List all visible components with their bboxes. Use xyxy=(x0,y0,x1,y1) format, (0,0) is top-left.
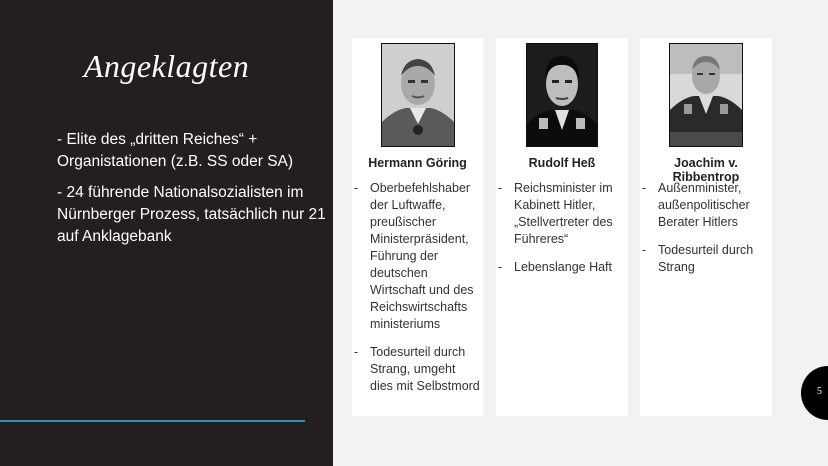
card-hess xyxy=(496,38,628,416)
bullet-list xyxy=(57,129,327,257)
page-number: 5 xyxy=(817,386,822,397)
card-points xyxy=(640,180,768,287)
card-name: Joachim v. Ribbentrop xyxy=(672,156,740,184)
card-point: - Todesurteil durch Strang, umgeht dies mit Selbstmord xyxy=(352,344,480,395)
portrait-goering xyxy=(381,43,455,147)
slide-title: Angeklagten xyxy=(83,48,250,84)
bullet-item: - Elite des „dritten Reiches“ + Organistationen (z.B. SS oder SA) xyxy=(57,131,294,170)
card-name: Hermann Göring xyxy=(368,156,467,170)
card-point: - Reichsminister im Kabinett Hitler, „Stellvertreter des Führeres“ xyxy=(496,180,626,248)
card-goering xyxy=(352,38,483,416)
bullet-item: - 24 führende Nationalsozialisten im Nürnberger Prozess, tatsächlich nur 21 auf Anklagebank xyxy=(57,184,326,245)
card-point: - Oberbefehlshaber der Luftwaffe, preußischer Ministerpräsident, Führung der deutschen Wirtschaft und des Reichswirtschafts ministeriums xyxy=(352,180,480,333)
card-point: - Außenminister, außenpolitischer Berater Hitlers xyxy=(640,180,768,231)
card-point: - Todesurteil durch Strang xyxy=(640,242,768,276)
card-name: Rudolf Heß xyxy=(528,156,596,170)
accent-line xyxy=(0,420,305,422)
portrait-hess xyxy=(526,43,598,147)
card-ribbentrop xyxy=(640,38,772,416)
card-point: - Lebenslange Haft xyxy=(496,259,626,276)
card-points xyxy=(352,180,480,406)
card-points xyxy=(496,180,626,287)
portrait-ribbentrop xyxy=(669,43,743,147)
left-panel xyxy=(0,0,333,466)
